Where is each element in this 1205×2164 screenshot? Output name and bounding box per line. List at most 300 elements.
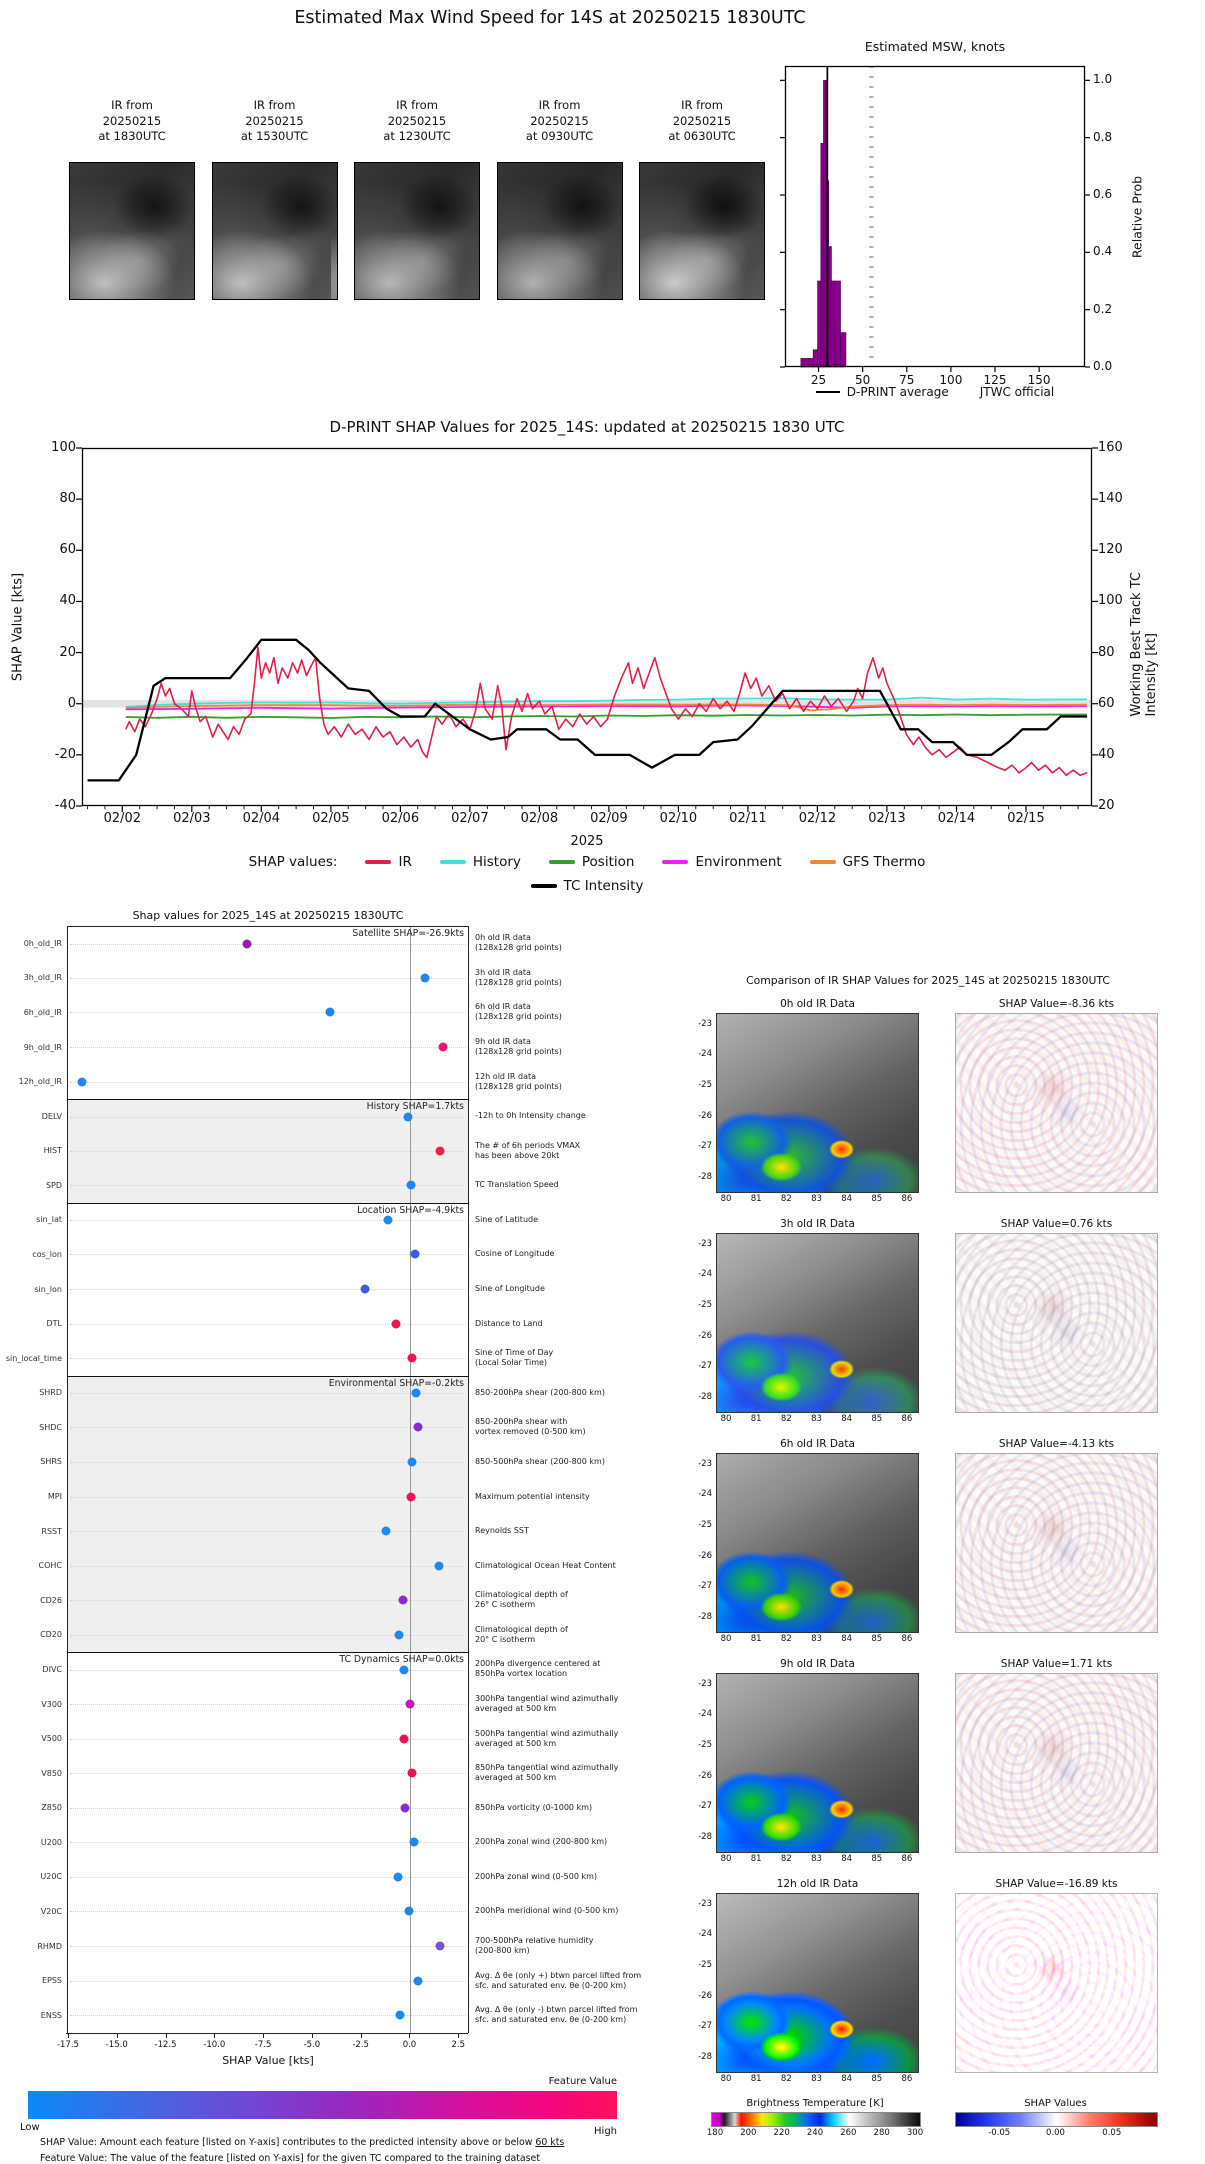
x-tick: [117, 2034, 118, 2038]
feature-band: [67, 1168, 469, 1203]
timeseries-xtick-label: 02/11: [729, 811, 767, 826]
brightness-temp-colorbar-label: Brightness Temperature [K]: [746, 2098, 884, 2109]
figure-title: Estimated Max Wind Speed for 14S at 20250215 1830UTC: [294, 8, 806, 28]
legend-swatch-gfs-thermo: [810, 860, 836, 864]
feature-description-line: Climatological Ocean Heat Content: [475, 1560, 616, 1570]
feature-description: [475, 1180, 559, 1190]
dotplot-section-history: [0, 1099, 688, 1203]
dotplot-row: [0, 1272, 688, 1307]
histogram-bar: [835, 281, 841, 367]
dotplot-row: [0, 1618, 688, 1653]
ir-data-title: 3h old IR Data: [780, 1218, 855, 1230]
shap-dot: [435, 1146, 444, 1155]
feature-description: [475, 1348, 553, 1368]
latitude-tick-label: -27: [698, 1801, 712, 1812]
longitude-tick-label: 80: [720, 1854, 732, 1864]
ir-satellite-image: [69, 162, 195, 300]
longitude-tick-label: 80: [720, 2074, 732, 2084]
feature-label: SHRS: [40, 1457, 62, 1467]
shap-value-map: [955, 1673, 1158, 1853]
latitude-tick-label: -26: [698, 1990, 712, 2001]
ir-satellite-image: [639, 162, 765, 300]
shap-dot: [435, 1942, 444, 1951]
feature-label: V300: [41, 1699, 62, 1709]
feature-band: [67, 995, 469, 1030]
timeseries-xtick-label: 02/02: [103, 811, 142, 826]
bt-colorbar-tick-label: 240: [806, 2128, 824, 2138]
ir-data-map: [716, 1453, 919, 1633]
feature-description-line: Sine of Latitude: [475, 1214, 539, 1224]
ir-thumbnail: [497, 98, 623, 300]
x-tick: [458, 2034, 459, 2038]
feature-band: [67, 1894, 469, 1929]
latitude-tick-label: -27: [698, 1141, 712, 1152]
feature-description-line: The # of 6h periods VMAX: [475, 1140, 581, 1150]
feature-label: sin_local_time: [5, 1353, 62, 1363]
feature-description: [475, 1590, 568, 1610]
shap-dot: [406, 1492, 415, 1501]
dotplot-row: [0, 1721, 688, 1756]
ir-data-title: 0h old IR Data: [780, 998, 855, 1010]
shap-dot: [438, 1043, 447, 1052]
feature-band: [67, 1548, 469, 1583]
legend-label: GFS Thermo: [842, 854, 926, 870]
feature-description-line: 850hPa vorticity (0-1000 km): [475, 1802, 593, 1812]
latitude-tick-label: -26: [698, 1770, 712, 1781]
shap-dot: [325, 1008, 334, 1017]
ir-thumbnail-label: [69, 98, 195, 150]
longitude-tick-label: 81: [750, 2074, 762, 2084]
latitude-tick-label: -24: [698, 1709, 712, 1720]
feature-description-line: 12h old IR data: [475, 1071, 537, 1081]
x-tick: [68, 2034, 69, 2038]
feature-description: [475, 1906, 618, 1916]
feature-label: ENSS: [40, 2010, 62, 2020]
timeseries-xtick-label: 02/03: [173, 811, 211, 826]
feature-label: DTL: [46, 1319, 62, 1329]
ir-data-map: [716, 1893, 919, 2073]
feature-description: [475, 1625, 568, 1645]
legend-prefix: SHAP values:: [248, 854, 338, 870]
dotplot-row: [0, 1514, 688, 1549]
feature-description: [475, 1872, 597, 1882]
feature-description-line: TC Translation Speed: [475, 1180, 559, 1190]
ir-thumbnail-label-line: at 1530UTC: [240, 129, 309, 144]
longitude-tick-label: 80: [720, 1634, 732, 1644]
shap-dot: [407, 1769, 416, 1778]
timeseries-ytick-left: 80: [59, 491, 76, 507]
longitude-tick-label: 81: [750, 1854, 762, 1864]
ir-thumbnail-label: [497, 98, 623, 150]
shap-dot: [409, 1838, 418, 1847]
legend-label: Environment: [695, 854, 782, 870]
latitude-tick-label: -25: [698, 1959, 712, 1970]
feature-description-line: averaged at 500 km: [475, 1738, 557, 1748]
timeseries-legend-item: [662, 854, 781, 870]
comparison-row: [688, 998, 1168, 1218]
feature-description: [475, 1837, 607, 1847]
dotplot-x-axis: [56, 2033, 468, 2050]
feature-band: [67, 1756, 469, 1791]
histogram-ytick-label: 0.8: [1093, 129, 1113, 144]
histogram-xtick-label: 50: [855, 373, 871, 387]
latitude-tick-label: -28: [698, 2051, 712, 2062]
latitude-tick-label: -26: [698, 1330, 712, 1341]
longitude-tick-label: 82: [780, 1194, 792, 1204]
feature-label: SHRD: [39, 1388, 62, 1398]
histogram-title: Estimated MSW, knots: [864, 39, 1006, 54]
feature-band: [67, 1998, 469, 2033]
feature-description-line: (128x128 grid points): [475, 943, 562, 953]
feature-description-line: Avg. Δ θe (only +) btwn parcel lifted from: [475, 1970, 642, 1980]
timeseries-xtick-label: 02/10: [659, 811, 698, 826]
dotplot-row: [0, 1894, 688, 1929]
longitude-tick-label: 85: [871, 2074, 883, 2084]
dotplot-row: [0, 926, 688, 961]
feature-label: HIST: [43, 1146, 62, 1156]
feature-label: 6h_old_IR: [23, 1007, 62, 1017]
shap-dot: [420, 973, 429, 982]
shap-value-title: SHAP Value=-8.36 kts: [998, 998, 1115, 1010]
feature-description-line: Maximum potential intensity: [475, 1491, 590, 1501]
timeseries-xtick-label: 02/12: [798, 811, 837, 826]
shap-dot: [407, 1457, 416, 1466]
feature-band: [67, 961, 469, 996]
longitude-tick-label: 84: [841, 1414, 853, 1424]
feature-label: 12h_old_IR: [18, 1077, 62, 1087]
shap-dot: [361, 1285, 370, 1294]
feature-description: [475, 1936, 593, 1956]
feature-description-line: averaged at 500 km: [475, 1704, 557, 1713]
timeseries-ytick-right: 40: [1098, 746, 1115, 762]
shap-dot: [406, 1181, 415, 1190]
shap-value-title: SHAP Value=1.71 kts: [1000, 1658, 1113, 1670]
feature-band: [67, 1583, 469, 1618]
feature-band: [67, 1064, 469, 1099]
feature-description-line: sfc. and saturated env. θe (0-200 km): [475, 2015, 627, 2025]
histogram-xtick-label: 125: [983, 373, 1007, 387]
timeseries-title: D-PRINT SHAP Values for 2025_14S: updated at 20250215 1830 UTC: [329, 418, 845, 436]
timeseries-xtick-label: 02/14: [937, 811, 976, 826]
latitude-tick-label: -28: [698, 1831, 712, 1842]
dotplot-row: [0, 1203, 688, 1238]
ir-thumbnail: [69, 98, 195, 300]
dotplot-xtick-label: -12.5: [154, 2040, 177, 2050]
longitude-tick-label: 80: [720, 1194, 732, 1204]
dotplot-row: [0, 1099, 688, 1134]
dotplot-row: [0, 1929, 688, 1964]
feature-description: [475, 1002, 562, 1022]
feature-description: [475, 1561, 616, 1571]
longitude-tick-label: 83: [811, 1194, 822, 1204]
timeseries-legend-item: [531, 878, 644, 894]
feature-description: [475, 1659, 600, 1679]
feature-band: [67, 1133, 469, 1168]
ir-data-title: 12h old IR Data: [776, 1878, 859, 1890]
dotplot-xtick-label: -10.0: [203, 2040, 226, 2050]
timeseries-xtick-label: 02/07: [451, 811, 489, 826]
shap-colorbar-tick-label: 0.00: [1046, 2128, 1065, 2138]
histogram-ytick-label: 0.2: [1093, 301, 1113, 316]
longitude-tick-label: 81: [750, 1194, 762, 1204]
latitude-tick-label: -28: [698, 1391, 712, 1402]
feature-description-line: 200hPa zonal wind (0-500 km): [475, 1871, 597, 1881]
dotplot-row: [0, 1756, 688, 1791]
series-position: [126, 715, 1087, 719]
shap-dot: [411, 1389, 420, 1398]
comparison-row: [688, 1218, 1168, 1438]
feature-description-line: 700-500hPa relative humidity: [475, 1936, 594, 1946]
shap-values-colorbar-label: SHAP Values: [1024, 2098, 1087, 2109]
feature-description: [475, 2005, 637, 2025]
dotplot-row: [0, 961, 688, 996]
longitude-tick-label: 83: [811, 1854, 822, 1864]
longitude-tick-label: 83: [811, 1634, 822, 1644]
latitude-tick-label: -23: [698, 1018, 712, 1029]
dotplot-rows: [0, 926, 688, 2033]
feature-description-line: 3h old IR data: [475, 967, 531, 977]
latitude-tick-label: -27: [698, 1361, 712, 1372]
shap-dot: [399, 1665, 408, 1674]
comparison-row: [688, 1658, 1168, 1878]
dotplot-row: [0, 1306, 688, 1341]
histogram-bar: [824, 80, 827, 367]
feature-description: [475, 1319, 543, 1329]
dotplot-section-location: [0, 1203, 688, 1376]
section-shap-label: Location SHAP=-4.9kts: [357, 1204, 464, 1216]
ir-thumbnail-label-line: IR from: [396, 98, 438, 112]
timeseries-ytick-left: 20: [59, 644, 76, 660]
x-tick: [263, 2034, 264, 2038]
feature-description-line: 6h old IR data: [475, 1002, 531, 1012]
longitude-tick-label: 84: [841, 1854, 853, 1864]
feature-label: SHDC: [39, 1422, 62, 1432]
histogram-ytick-label: 0.0: [1093, 359, 1113, 373]
timeseries-ylabel-right: Working Best Track TC Intensity [kt]: [1129, 572, 1159, 717]
feature-label: COHC: [38, 1561, 62, 1571]
feature-value-high-label: High: [594, 2126, 617, 2137]
shap-value-map: [955, 1893, 1158, 2073]
section-shap-label: TC Dynamics SHAP=0.0kts: [339, 1654, 464, 1666]
footnote-feature-value: Feature Value: The value of the feature [listed on Y-axis] for the given TC compared to the training dataset: [40, 2153, 540, 2164]
shap-value-map: [955, 1453, 1158, 1633]
feature-band: [67, 1203, 469, 1238]
feature-description-line: sfc. and saturated env. θe (0-200 km): [475, 1980, 627, 1990]
feature-label: CD26: [40, 1595, 62, 1605]
feature-description: [475, 1729, 618, 1749]
feature-band: [67, 1652, 469, 1687]
feature-band: [67, 1306, 469, 1341]
dotplot-row: [0, 995, 688, 1030]
timeseries-ylabel-left: SHAP Value [kts]: [10, 572, 26, 682]
histogram-bar: [841, 333, 846, 367]
feature-label: EPSS: [41, 1976, 62, 1986]
shap-timeseries-panel: [10, 418, 1159, 894]
comparison-row: [688, 1438, 1168, 1658]
feature-description-line: 850-200hPa shear with: [475, 1417, 568, 1427]
timeseries-plot: [82, 448, 1092, 806]
longitude-tick-label: 82: [780, 2074, 792, 2084]
feature-band: [67, 1030, 469, 1065]
bt-colorbar-tick-label: 260: [840, 2128, 857, 2138]
feature-description-line: vortex removed (0-500 km): [475, 1427, 586, 1437]
feature-label: sin_lat: [36, 1215, 62, 1225]
shap-dot: [382, 1527, 391, 1536]
shap-dot: [407, 1354, 416, 1363]
shap-values-colorbar: [955, 2112, 1158, 2127]
feature-description: [475, 1388, 605, 1398]
latitude-tick-label: -25: [698, 1299, 712, 1310]
histogram-ytick-label: 0.6: [1093, 187, 1113, 201]
dotplot-xlabel: SHAP Value [kts]: [222, 2054, 314, 2067]
feature-description-line: (Local Solar Time): [475, 1358, 548, 1368]
timeseries-ytick-left: 40: [59, 593, 76, 609]
feature-description-line: Sine of Longitude: [475, 1284, 545, 1294]
feature-label: U200: [40, 1837, 62, 1847]
dotplot-row: [0, 1376, 688, 1411]
longitude-tick-label: 81: [750, 1634, 762, 1644]
dotplot-row: [0, 1445, 688, 1480]
timeseries-xtick-label: 02/04: [242, 811, 281, 826]
timeseries-ytick-right: 140: [1098, 491, 1123, 507]
dotplot-row: [0, 1548, 688, 1583]
timeseries-ytick-left: -20: [54, 746, 76, 762]
series-ir: [126, 648, 1087, 776]
shap-dot: [398, 1596, 407, 1605]
feature-description-line: has been above 20kt: [475, 1150, 560, 1160]
series-tc-intensity: [88, 640, 1088, 781]
section-shap-label: Satellite SHAP=-26.9kts: [352, 928, 464, 939]
feature-band: [67, 1479, 469, 1514]
histogram-ytick-label: 0.4: [1093, 244, 1113, 259]
ir-data-title: 6h old IR Data: [780, 1438, 855, 1450]
histogram-xtick-label: 100: [939, 373, 963, 387]
timeseries-legend-item: [440, 854, 521, 870]
feature-description: [475, 1037, 562, 1057]
shap-dot: [392, 1319, 401, 1328]
shap-dot: [404, 1907, 413, 1916]
feature-label: Z850: [41, 1803, 62, 1813]
feature-description-line: 9h old IR data: [475, 1037, 531, 1047]
histogram-bar: [813, 350, 817, 367]
longitude-tick-label: 86: [901, 1414, 913, 1424]
histogram-xtick-label: 150: [1027, 373, 1051, 387]
feature-label: RSST: [41, 1526, 62, 1536]
ir-satellite-image: [497, 162, 623, 300]
feature-description-line: (128x128 grid points): [475, 977, 562, 987]
ir-thumbnail: [354, 98, 480, 300]
latitude-tick-label: -27: [698, 1581, 712, 1592]
feature-band: [67, 1860, 469, 1895]
feature-label: U20C: [40, 1872, 62, 1882]
feature-description-line: -12h to 0h Intensity change: [475, 1111, 586, 1121]
section-shap-label: History SHAP=1.7kts: [366, 1100, 464, 1112]
legend-label: JTWC official: [979, 385, 1055, 399]
feature-description-line: 26° C isotherm: [475, 1600, 536, 1610]
feature-description: [475, 1215, 538, 1225]
dprint-average-legend-swatch: [816, 391, 840, 393]
shap-dot: [399, 1734, 408, 1743]
feature-label: SPD: [45, 1180, 62, 1190]
shap-dot: [395, 1630, 404, 1639]
longitude-tick-label: 84: [841, 1634, 853, 1644]
shap-dot: [434, 1561, 443, 1570]
timeseries-xtick-label: 02/09: [590, 811, 628, 826]
dotplot-row: [0, 1860, 688, 1895]
feature-description-line: 200hPa meridional wind (0-500 km): [475, 1906, 619, 1916]
feature-description: [475, 1492, 590, 1502]
latitude-tick-label: -25: [698, 1079, 712, 1090]
shap-colorbar-tick-label: -0.05: [988, 2128, 1011, 2138]
x-tick: [166, 2034, 167, 2038]
feature-description: [475, 1417, 586, 1437]
feature-label: 9h_old_IR: [23, 1042, 62, 1052]
longitude-tick-label: 85: [871, 1414, 883, 1424]
feature-description-line: 20° C isotherm: [475, 1634, 536, 1644]
histogram-bar: [821, 143, 824, 367]
footnote-threshold: 60 kts: [535, 2137, 565, 2148]
timeseries-ytick-right: 100: [1098, 593, 1123, 609]
shap-dot: [384, 1216, 393, 1225]
dotplot-row: [0, 1652, 688, 1687]
legend-swatch-history: [440, 860, 466, 864]
longitude-tick-label: 86: [901, 1854, 913, 1864]
shap-value-map: [955, 1233, 1158, 1413]
latitude-tick-label: -24: [698, 1269, 712, 1280]
feature-description: [475, 1249, 554, 1259]
dotplot-xtick-label: 2.5: [451, 2040, 465, 2050]
ir-thumbnail-label-line: at 0930UTC: [525, 129, 594, 144]
feature-label: V20C: [40, 1906, 62, 1916]
feature-description-line: Climatological depth of: [475, 1590, 568, 1600]
feature-label: V850: [41, 1768, 62, 1778]
shap-dot: [77, 1077, 86, 1086]
feature-label: MPI: [47, 1492, 62, 1502]
legend-swatch-ir: [365, 860, 391, 864]
latitude-tick-label: -25: [698, 1739, 712, 1750]
legend-swatch-environment: [662, 860, 688, 864]
feature-description-line: 500hPa tangential wind azimuthally: [475, 1728, 619, 1738]
feature-label: DELV: [41, 1111, 62, 1121]
ir-thumbnail-label-line: 20250215: [387, 113, 447, 128]
histogram-ytick-label: 1.0: [1093, 72, 1113, 87]
feature-description-line: (128x128 grid points): [475, 1047, 562, 1057]
feature-band: [67, 1099, 469, 1134]
legend-label: D-PRINT average: [846, 385, 949, 399]
feature-band: [67, 1341, 469, 1376]
feature-description-line: (128x128 grid points): [475, 1081, 562, 1091]
longitude-tick-label: 85: [871, 1854, 883, 1864]
latitude-tick-label: -26: [698, 1550, 712, 1561]
timeseries-ytick-right: 20: [1098, 798, 1115, 813]
ir-thumbnail: [639, 98, 765, 300]
latitude-tick-label: -23: [698, 1898, 712, 1909]
histogram-bar: [818, 281, 821, 367]
timeseries-legend-item: [549, 854, 635, 870]
shap-dot: [400, 1803, 409, 1812]
feature-description: [475, 968, 562, 988]
feature-value-colorbar: [28, 2091, 617, 2119]
dotplot-section-satellite: [0, 926, 688, 1099]
dotplot-row: [0, 1237, 688, 1272]
feature-description-line: 850-500hPa shear (200-800 km): [475, 1456, 605, 1466]
longitude-tick-label: 82: [780, 1414, 792, 1424]
dotplot-section-tc: [0, 1652, 688, 2032]
feature-description-line: 850-200hPa shear (200-800 km): [475, 1387, 605, 1397]
x-tick: [361, 2034, 362, 2038]
ir-satellite-image: [212, 162, 338, 300]
feature-band: [67, 1445, 469, 1480]
